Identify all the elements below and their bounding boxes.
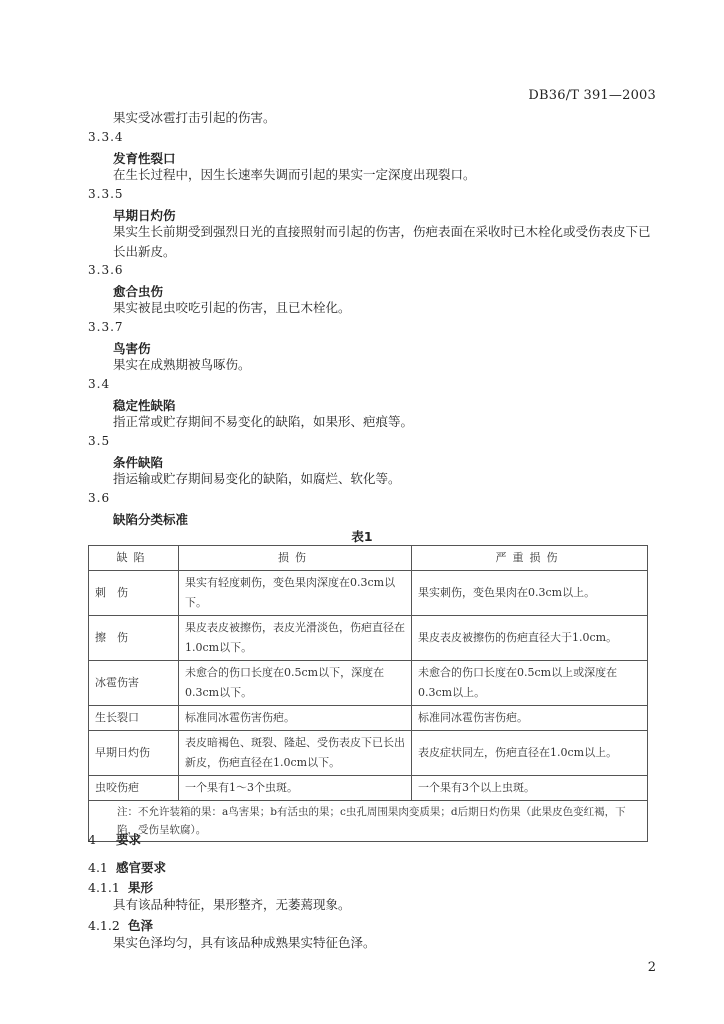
section-title: 要求 xyxy=(116,832,142,847)
section-number: 4 xyxy=(88,832,96,847)
column-header: 缺陷 xyxy=(89,546,179,571)
table-cell: 刺 伤 xyxy=(89,571,179,616)
table-cell: 标准同冰雹伤害伤疤。 xyxy=(412,706,648,731)
term-title: 发育性裂口 xyxy=(113,151,176,166)
section-text: 具有该品种特征，果形整齐，无萎蔫现象。 xyxy=(113,897,351,912)
clause-number: 3.6 xyxy=(88,491,111,505)
table-header-row xyxy=(89,546,648,571)
section-number: 4.1.2 xyxy=(88,918,120,933)
table-cell: 果皮表皮被擦伤的伤疤直径大于1.0cm。 xyxy=(412,616,648,661)
term-definition: 果实被昆虫咬吃引起的伤害，且已木栓化。 xyxy=(113,300,351,315)
standard-code: DB36/T 391—2003 xyxy=(528,88,656,103)
table-row xyxy=(89,661,648,706)
term-title: 早期日灼伤 xyxy=(113,208,176,223)
page-number: 2 xyxy=(647,960,656,975)
clause-number: 3.3.4 xyxy=(88,130,124,144)
table-cell: 未愈合的伤口长度在0.5cm以上或深度在0.3cm以上。 xyxy=(412,661,648,706)
table-cell: 擦 伤 xyxy=(89,616,179,661)
term-title: 鸟害伤 xyxy=(113,341,151,356)
clause-number: 3.3.7 xyxy=(88,320,124,334)
clause-number: 3.5 xyxy=(88,434,111,448)
table-note-row xyxy=(89,801,648,842)
table-row xyxy=(89,706,648,731)
clause-number: 3.4 xyxy=(88,377,111,391)
table-row xyxy=(89,731,648,776)
section-number: 4.1 xyxy=(88,860,108,875)
defect-classification-table xyxy=(88,545,648,842)
section-heading xyxy=(88,878,153,896)
section-text: 果实色泽均匀，具有该品种成熟果实特征色泽。 xyxy=(113,935,376,950)
column-header: 严重损伤 xyxy=(412,546,648,571)
table-cell: 生长裂口 xyxy=(89,706,179,731)
term-title: 愈合虫伤 xyxy=(113,284,164,299)
table-cell: 表皮症状同左，伤疤直径在1.0cm以上。 xyxy=(412,731,648,776)
term-title: 缺陷分类标准 xyxy=(113,512,189,527)
section-heading xyxy=(88,830,141,848)
section-title: 感官要求 xyxy=(116,860,167,875)
term-definition: 果实在成熟期被鸟啄伤。 xyxy=(113,357,251,372)
clause-number: 3.3.6 xyxy=(88,263,124,277)
clause-number: 3.3.5 xyxy=(88,187,124,201)
section-heading xyxy=(88,916,153,934)
term-definition: 指正常或贮存期间不易变化的缺陷，如果形、疤痕等。 xyxy=(113,414,414,429)
table-cell: 虫咬伤疤 xyxy=(89,776,179,801)
table-cell: 果皮表皮被擦伤，表皮光滑淡色，伤疤直径在1.0cm以下。 xyxy=(179,616,412,661)
table-row xyxy=(89,776,648,801)
table-cell: 冰雹伤害 xyxy=(89,661,179,706)
continued-definition: 果实受冰雹打击引起的伤害。 xyxy=(113,110,276,125)
table-row xyxy=(89,616,648,661)
table-cell: 表皮暗褐色、斑裂、隆起、受伤表皮下已长出新皮，伤疤直径在1.0cm以下。 xyxy=(179,731,412,776)
table-row xyxy=(89,571,648,616)
table-note: 注：不允许装箱的果：a鸟害果；b有活虫的果；c虫孔周围果肉变质果；d后期日灼伤果（此果皮色变红褐，下陷，受伤呈软腐）。 xyxy=(89,801,648,842)
section-title: 色泽 xyxy=(128,918,154,933)
table-cell: 一个果有1～3个虫斑。 xyxy=(179,776,412,801)
section-number: 4.1.1 xyxy=(88,880,120,895)
table-cell: 未愈合的伤口长度在0.5cm以下，深度在0.3cm以下。 xyxy=(179,661,412,706)
column-header: 损伤 xyxy=(179,546,412,571)
table-cell: 标准同冰雹伤害伤疤。 xyxy=(179,706,412,731)
table-cell: 果实有轻度刺伤，变色果肉深度在0.3cm以下。 xyxy=(179,571,412,616)
table-cell: 一个果有3个以上虫斑。 xyxy=(412,776,648,801)
section-title: 果形 xyxy=(128,880,154,895)
section-heading xyxy=(88,858,166,876)
table-cell: 果实刺伤，变色果肉在0.3cm以上。 xyxy=(412,571,648,616)
table-title: 表1 xyxy=(351,529,373,544)
term-definition: 在生长过程中，因生长速率失调而引起的果实一定深度出现裂口。 xyxy=(113,167,476,182)
term-title: 条件缺陷 xyxy=(113,455,164,470)
term-title: 稳定性缺陷 xyxy=(113,398,176,413)
table-cell: 早期日灼伤 xyxy=(89,731,179,776)
term-definition: 指运输或贮存期间易变化的缺陷，如腐烂、软化等。 xyxy=(113,471,401,486)
term-definition: 果实生长前期受到强烈日光的直接照射而引起的伤害，伤疤表面在采收时已木栓化或受伤表皮下已长出新皮。 xyxy=(113,224,651,259)
